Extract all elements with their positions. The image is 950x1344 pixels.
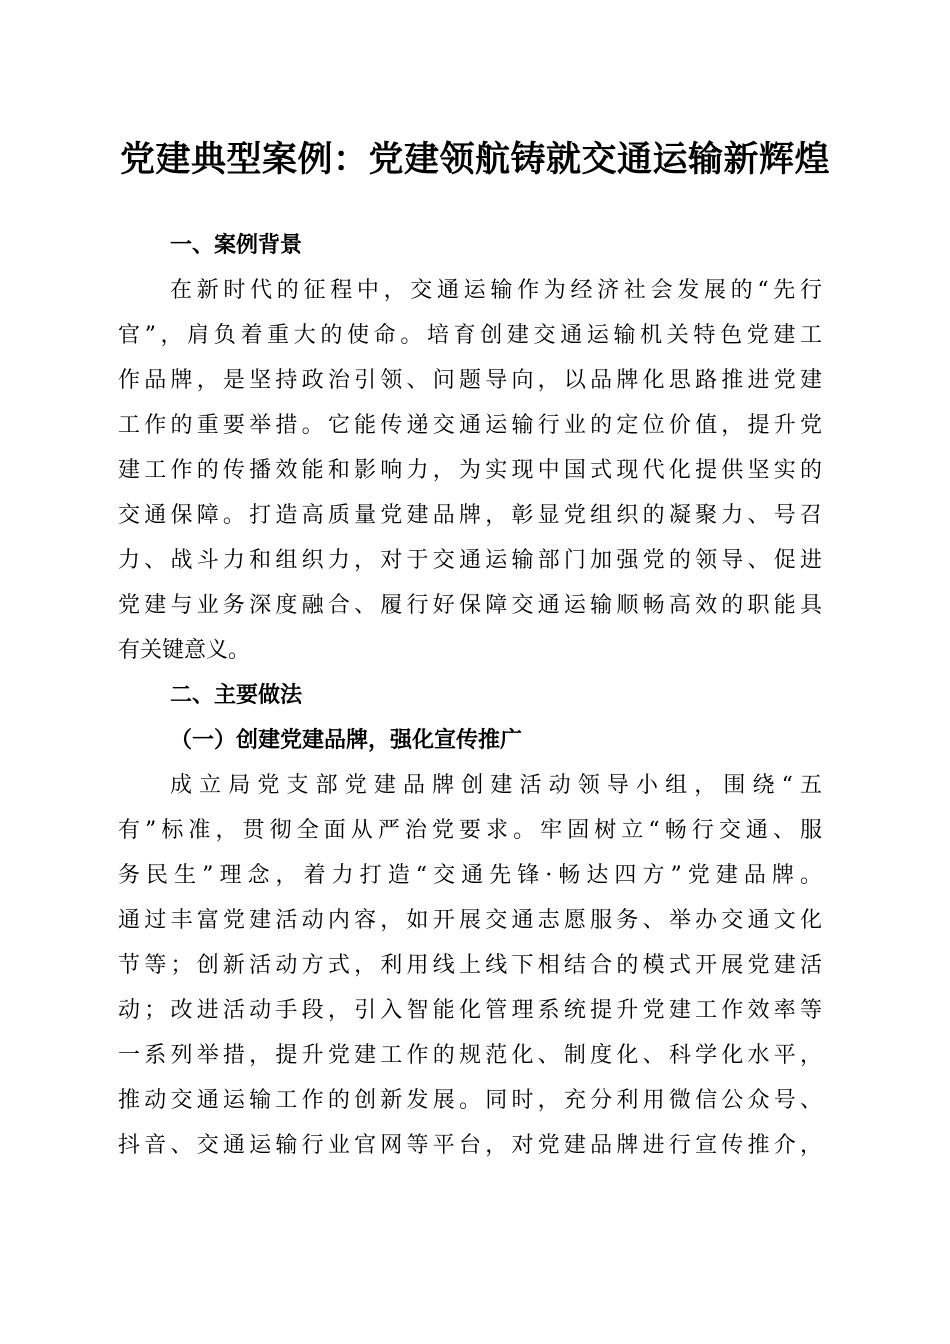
paragraph-line: 务民生”理念，着力打造“交通先锋·畅达四方”党建品牌。 [118, 863, 822, 888]
paragraph-line: 节等；创新活动方式，利用线上线下相结合的模式开展党建活 [118, 953, 822, 978]
section-heading-background: 一、案例背景 [170, 233, 303, 258]
paragraph-line: 抖音、交通运输行业官网等平台，对党建品牌进行宣传推介， [118, 1133, 822, 1158]
paragraph-line: 有”标准，贯彻全面从严治党要求。牢固树立“畅行交通、服 [118, 818, 822, 843]
background-paragraph [118, 268, 822, 673]
paragraph-line: 动；改进活动手段，引入智能化管理系统提升党建工作效率等 [118, 998, 822, 1023]
paragraph-line: 成立局党支部党建品牌创建活动领导小组，围绕“五 [170, 773, 822, 798]
paragraph-line: 党建与业务深度融合、履行好保障交通运输顺畅高效的职能具 [118, 593, 822, 618]
document-body [118, 223, 822, 1168]
paragraph-line: 在新时代的征程中，交通运输作为经济社会发展的“先行 [170, 278, 822, 303]
paragraph-line: 官”，肩负着重大的使命。培育创建交通运输机关特色党建工 [118, 323, 822, 348]
paragraph-line: 交通保障。打造高质量党建品牌，彰显党组织的凝聚力、号召 [118, 503, 822, 528]
paragraph-line: 力、战斗力和组织力，对于交通运输部门加强党的领导、促进 [118, 548, 822, 573]
paragraph-line: 工作的重要举措。它能传递交通运输行业的定位价值，提升党 [118, 413, 822, 438]
paragraph-line: 作品牌，是坚持政治引领、问题导向，以品牌化思路推进党建 [118, 368, 822, 393]
paragraph-line: 建工作的传播效能和影响力，为实现中国式现代化提供坚实的 [118, 458, 822, 483]
brand-paragraph [118, 763, 822, 1168]
paragraph-line: 一系列举措，提升党建工作的规范化、制度化、科学化水平， [118, 1043, 822, 1068]
paragraph-line: 通过丰富党建活动内容，如开展交通志愿服务、举办交通文化 [118, 908, 822, 933]
section-heading-main-practices: 二、主要做法 [170, 683, 303, 708]
paragraph-line: 有关键意义。 [118, 638, 251, 663]
paragraph-line: 推动交通运输工作的创新发展。同时，充分利用微信公众号、 [118, 1088, 822, 1113]
subsection-heading-brand: （一）创建党建品牌，强化宣传推广 [170, 727, 523, 753]
document-title: 党建典型案例：党建领航铸就交通运输新辉煌 [119, 140, 830, 180]
